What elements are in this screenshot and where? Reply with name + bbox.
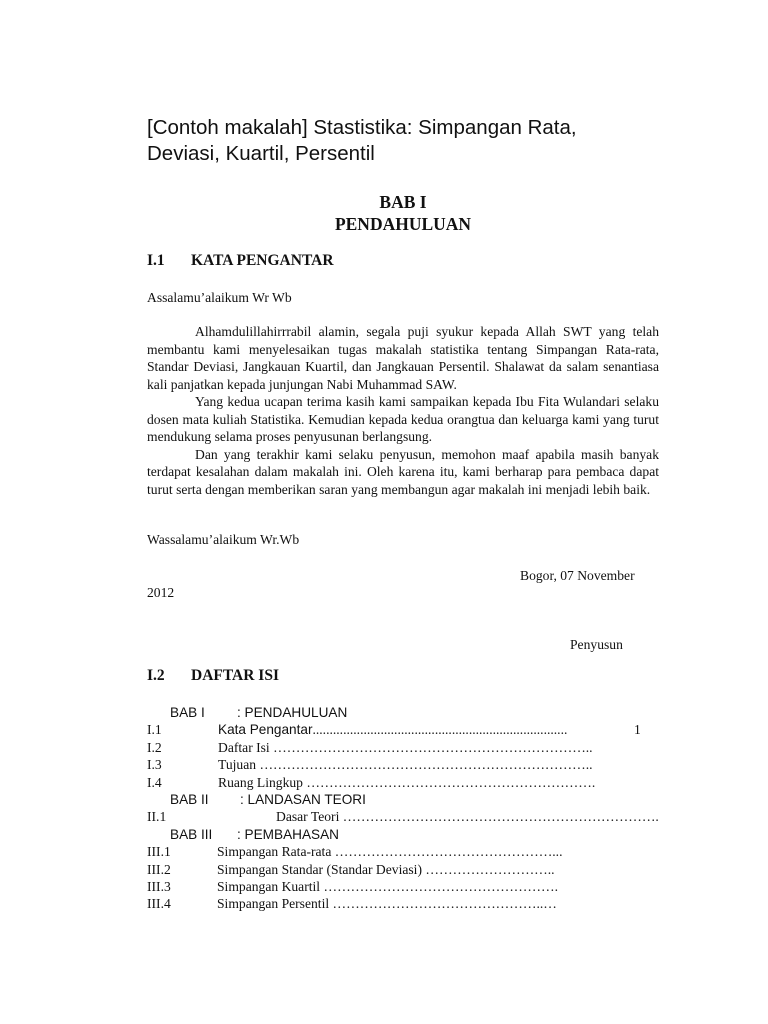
toc-leader-dots: ........................................................................... xyxy=(312,722,568,737)
toc-number: I.4 xyxy=(147,775,162,790)
signoff: Penyusun xyxy=(570,637,623,652)
toc-chapter-title: : LANDASAN TEORI xyxy=(240,792,366,807)
toc-number: I.3 xyxy=(147,757,162,772)
section-heading-kata-pengantar xyxy=(147,252,334,270)
toc-chapter-label: BAB I xyxy=(170,705,205,720)
toc-leader-dots: ……………………………………………………………….. xyxy=(259,757,593,772)
toc-leader-dots: ………………………………………..… xyxy=(332,896,557,911)
toc-leader-dots: ……………………………………………………………. xyxy=(342,809,659,824)
chapter-number: BAB I xyxy=(379,192,427,212)
paragraph: Alhamdulillahirrrabil alamin, segala puji syukur kepada Allah SWT yang telah membantu kami menyelesaikan tugas makalah statistika tentang Simpangan Rata-rata, Standar Deviasi, Jangkauan Kuartil, dan Jangkauan Persentil. Shalawat da salam senantiasa kali panjatkan kepada junjungan Nabi Muhammad SAW. xyxy=(147,324,659,392)
toc-entry: Simpangan Rata-rata …………………………………………... xyxy=(217,844,563,859)
title-line-1: [Contoh makalah] Stastistika: Simpangan Rata, xyxy=(147,116,577,139)
paragraph: Dan yang terakhir kami selaku penyusun, memohon maaf apabila masih banyak terdapat kesalahan dalam makalah ini. Oleh karena itu, kami berharap para pembaca dapat turut serta dengan memberikan saran yang membangun agar makalah ini menjadi lebih baik. xyxy=(147,446,659,497)
toc-page-number: 1 xyxy=(634,722,641,737)
toc-number: I.2 xyxy=(147,740,162,755)
toc-chapter-title: : PENDAHULUAN xyxy=(237,705,348,720)
toc-chapter-label: BAB III xyxy=(170,827,213,842)
place-date: Bogor, 07 November xyxy=(520,568,635,583)
toc-leader-dots: …………………………………………... xyxy=(334,844,563,859)
toc-number: III.2 xyxy=(147,862,171,877)
section-number: I.2 xyxy=(147,667,165,684)
toc-leader-dots: ……………………….. xyxy=(425,862,555,877)
closing-greeting: Wassalamu’alaikum Wr.Wb xyxy=(147,532,300,547)
toc-entry: Dasar Teori ……………………………………………………………. xyxy=(276,809,659,824)
toc-leader-dots: …………………………………………………………….. xyxy=(273,740,593,755)
toc-number: III.3 xyxy=(147,879,171,894)
toc-entry: Kata Pengantar........................................................................... xyxy=(218,722,568,737)
toc-entry: Ruang Lingkup ………………………………………………………. xyxy=(218,775,596,790)
toc-leader-dots: ……………………………………………. xyxy=(323,879,558,894)
foreword-body xyxy=(147,323,659,498)
toc-leader-dots: ………………………………………………………. xyxy=(306,775,596,790)
greeting: Assalamu’alaikum Wr Wb xyxy=(147,290,292,305)
toc-entry: Tujuan ……………………………………………………………….. xyxy=(218,757,593,772)
document-title xyxy=(147,115,577,167)
toc-number: III.4 xyxy=(147,896,171,911)
chapter-name: PENDAHULUAN xyxy=(334,214,472,234)
toc-entry: Daftar Isi …………………………………………………………….. xyxy=(218,740,593,755)
section-number: I.1 xyxy=(147,252,165,269)
toc-entry: Simpangan Standar (Standar Deviasi) ……………………….. xyxy=(217,862,555,877)
section-heading-daftar-isi xyxy=(147,667,279,685)
title-line-2: Deviasi, Kuartil, Persentil xyxy=(147,142,375,165)
toc-entry: Simpangan Persentil ………………………………………..… xyxy=(217,896,557,911)
section-title: DAFTAR ISI xyxy=(191,667,279,684)
section-title: KATA PENGANTAR xyxy=(191,252,334,269)
toc-number: II.1 xyxy=(147,809,167,824)
toc-entry: Simpangan Kuartil ……………………………………………. xyxy=(217,879,558,894)
toc-number: I.1 xyxy=(147,722,162,737)
toc-chapter-title: : PEMBAHASAN xyxy=(237,827,339,842)
toc-number: III.1 xyxy=(147,844,171,859)
toc-chapter-label: BAB II xyxy=(170,792,209,807)
paragraph: Yang kedua ucapan terima kasih kami sampaikan kepada Ibu Fita Wulandari selaku dosen mata kuliah Statistika. Kemudian kepada kedua orangtua dan keluarga kami yang turut mendukung selama proses penyusunan berlangsung. xyxy=(147,394,659,444)
year: 2012 xyxy=(147,585,175,600)
